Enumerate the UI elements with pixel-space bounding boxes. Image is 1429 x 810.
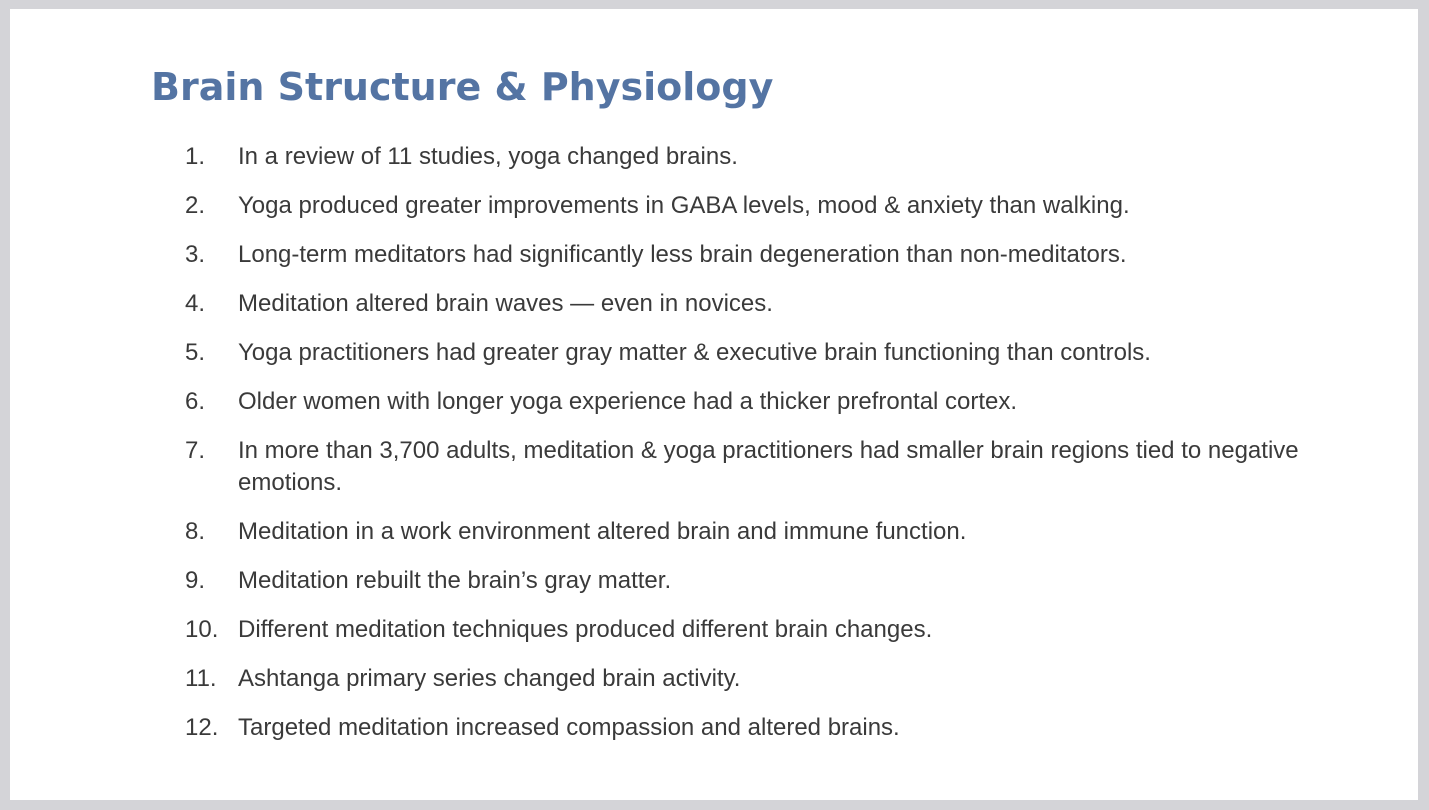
item-text: In more than 3,700 adults, meditation & yoga practitioners had smaller brain regions tied to negative emotions. [238,437,1299,496]
item-text: Yoga practitioners had greater gray matter & executive brain functioning than controls. [238,339,1151,366]
list-item [185,565,1355,597]
list-item [185,614,1355,646]
item-text: Different meditation techniques produced different brain changes. [238,616,933,643]
list-item [185,337,1355,369]
list-item [185,663,1355,695]
item-text: Older women with longer yoga experience had a thicker prefrontal cortex. [238,388,1018,415]
list-item [185,141,1355,173]
list-item [185,435,1355,499]
item-text: Ashtanga primary series changed brain activity. [238,665,741,692]
item-number: 10. [185,616,219,643]
list-item [185,239,1355,271]
list-item [185,190,1355,222]
list-item [185,288,1355,320]
item-text: Meditation in a work environment altered brain and immune function. [238,518,967,545]
item-number: 7. [185,437,206,464]
list-item [185,386,1355,418]
item-number: 12. [185,714,219,741]
list-item [185,712,1355,744]
item-number: 6. [185,388,206,415]
item-text: Targeted meditation increased compassion and altered brains. [238,714,900,741]
item-number: 3. [185,241,206,268]
item-number: 4. [185,290,206,317]
item-text: In a review of 11 studies, yoga changed brains. [238,143,738,170]
item-number: 9. [185,567,206,594]
item-text: Meditation rebuilt the brain’s gray matter. [238,567,672,594]
item-number: 8. [185,518,206,545]
item-number: 2. [185,192,206,219]
item-number: 11. [185,665,217,692]
slide-title: Brain Structure & Physiology [151,65,774,109]
item-text: Long-term meditators had significantly less brain degeneration than non-meditators. [238,241,1127,268]
item-text: Yoga produced greater improvements in GABA levels, mood & anxiety than walking. [238,192,1130,219]
item-number: 5. [185,339,206,366]
item-number: 1. [185,143,206,170]
findings-list [185,141,1355,761]
slide [10,9,1418,800]
item-text: Meditation altered brain waves — even in novices. [238,290,773,317]
list-item [185,516,1355,548]
